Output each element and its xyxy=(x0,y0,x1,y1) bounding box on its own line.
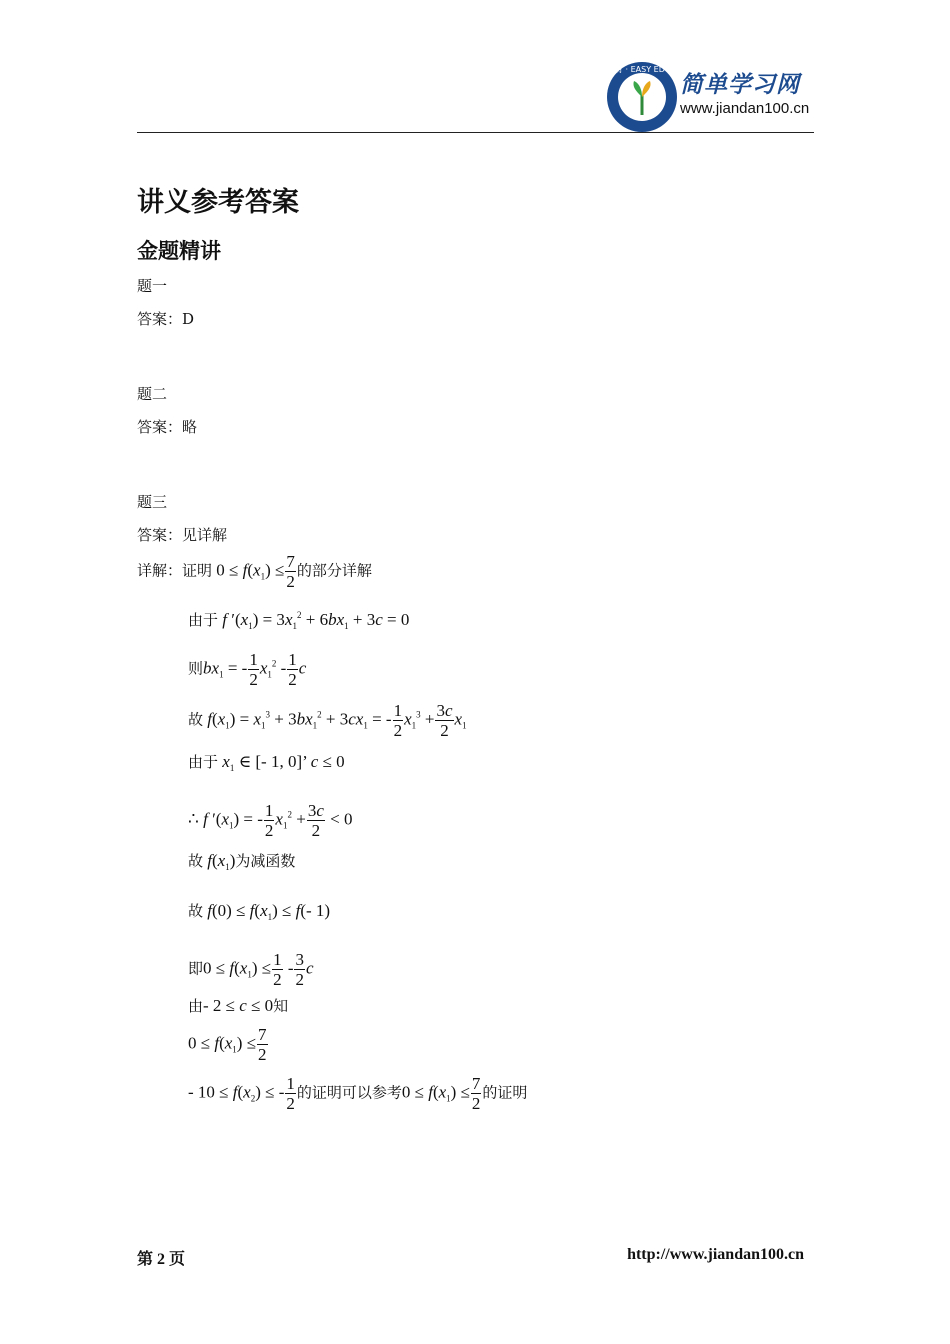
page-title: 讲义参考答案 xyxy=(137,187,299,218)
q3-label: 题三 xyxy=(137,493,168,511)
eq-domain: 由于 $x_1$ ∈ [- 1, 0]’ c ≤ 0 xyxy=(188,752,345,773)
eq-x2-proof: - $10 \le f(x_2)$ ≤ - $\frac{1}{2}$ 的证明可以参考$0 \le f(x_1)$ ≤ $\frac{7}{2}$ 的证明 xyxy=(188,1074,528,1113)
logo-ring-text: 简 单 教 育 · EASY EDUCATION xyxy=(583,65,701,74)
eq-fx1: 故 $f(x_1) = x_1^3 + 3bx_1^2 + 3cx_1$ = - $\frac{1}{2}$ $x_1^3$ + $\frac{3c}{2}$ $x_1$ xyxy=(188,701,467,740)
q1-label: 题一 xyxy=(137,277,168,295)
eq-derivative: 由于 f $'(x_1) = 3x_1^2 + 6bx_1 + 3c = 0$ xyxy=(188,610,410,631)
detail-line: 详解：证明 $0 \le f(x_1)$ ≤ $\frac{7}{2}$ 的部分详解 xyxy=(137,552,372,591)
page-number: 第 2 页 xyxy=(137,1251,186,1268)
footer-url[interactable]: http://www.jiandan100.cn xyxy=(627,1246,804,1263)
section-title: 金题精讲 xyxy=(137,239,221,263)
eq-bounds: 故 $f(0) \le f(x_1) \le f(-$ 1) xyxy=(188,901,331,922)
eq-result: $0 \le f(x_1)$ ≤ $\frac{7}{2}$ xyxy=(188,1025,267,1064)
q2-label: 题二 xyxy=(137,385,168,403)
detail-prefix: 详解：证明 xyxy=(137,563,213,580)
detail-suffix: 的部分详解 xyxy=(296,563,372,580)
eq-decreasing: 故 $f(x_1)$为减函数 xyxy=(188,851,296,872)
eq-ie: 即$0 \le f(x_1)$ ≤ $\frac{1}{2}$ - $\frac{3}{2}$ c xyxy=(188,950,314,989)
eq-c-range: 由- 2 ≤ c ≤ 0知 xyxy=(188,996,289,1015)
logo-emblem-icon xyxy=(583,61,701,133)
logo-brand-name: 简单学习网 xyxy=(680,72,800,98)
eq-bx1: 则$bx_1$ = - $\frac{1}{2}$ $x_1^2$ - $\frac{1}{2}$ c xyxy=(188,650,307,689)
logo-url[interactable]: www.jiandan100.cn xyxy=(680,100,810,117)
q1-answer: 答案：D xyxy=(137,310,195,328)
eq-derivative-neg: ∴ f $'(x_1)$ = - $\frac{1}{2}$ $x_1^2$ + $\frac{3c}{2}$ < 0 xyxy=(188,801,353,840)
q2-answer: 答案：略 xyxy=(137,418,198,436)
q3-answer: 答案：见详解 xyxy=(137,526,228,544)
header-rule xyxy=(137,132,814,133)
